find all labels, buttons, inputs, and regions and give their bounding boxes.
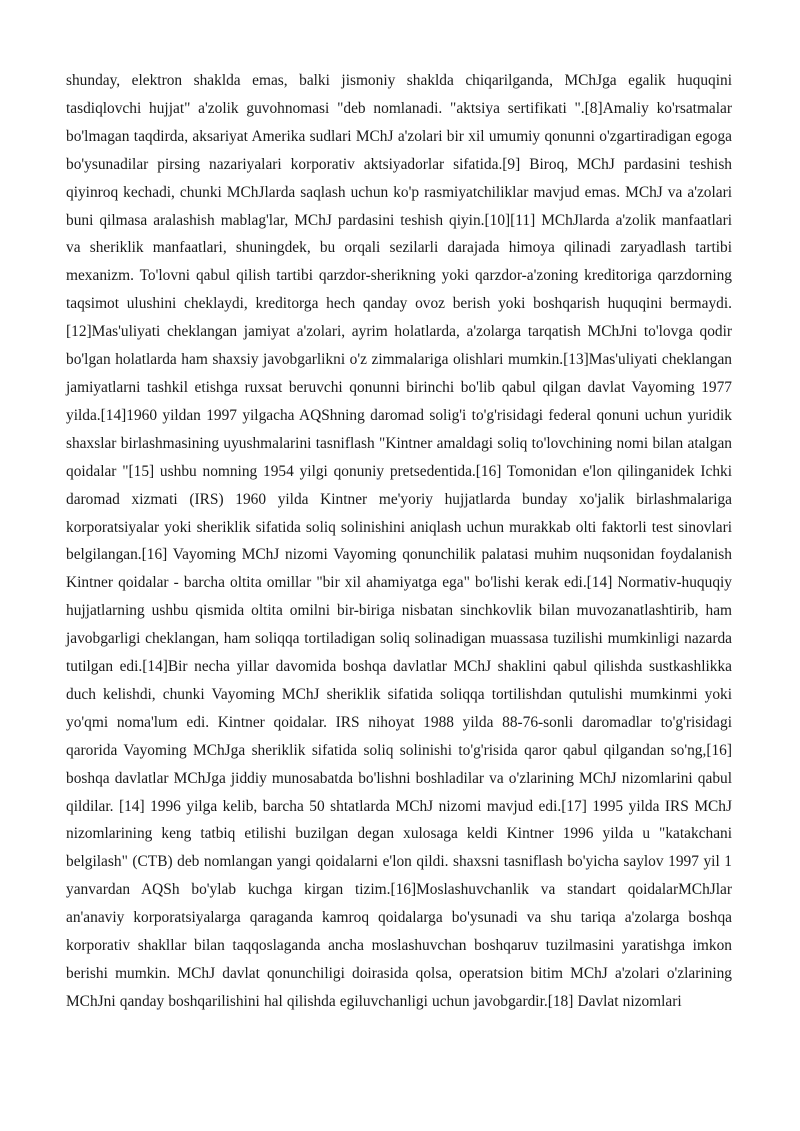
body-paragraph: shunday, elektron shaklda emas, balki jismoniy shaklda chiqarilganda, MChJga egalik huquqini tasdiqlovchi hujjat" a'zolik guvohnomasi "deb nomlanadi. "aktsiya sertifikati ".[8]Amaliy ko'rsatmalar bo'lmagan taqdirda, aksariyat Amerika sudlari MChJ a'zolari bir xil umumiy qonunni o'zgartiradigan egoga bo'ysunadilar pirsing nazariyalari korporativ aktsiyadorlar sifatida.[9] Biroq, MChJ pardasini teshish qiyinroq kechadi, chunki MChJlarda saqlash uchun ko'p rasmiyatchiliklar mavjud emas. MChJ va a'zolari buni qilmasa aralashish mablag'lar, MChJ pardasini teshish qiyin.[10][11] MChJlarda a'zolik manfaatlari va sheriklik manfaatlari, shuningdek, bu orqali sezilarli darajada himoya qilinadi zaryadlash tartibi mexanizm. To'lovni qabul qilish tartibi qarzdor-sherikning yoki qarzdor-a'zoning kreditoriga qarzdorning taqsimot ulushini cheklaydi, kreditorga hech qanday ovoz berish yoki boshqarish huquqini bermaydi.[12]Mas'uliyati cheklangan jamiyat a'zolari, ayrim holatlarda, a'zolarga tarqatish MChJni to'lovga qodir bo'lgan holatlarda ham shaxsiy javobgarlikni o'z zimmalariga olishlari mumkin.[13]Mas'uliyati cheklangan jamiyatlarni tashkil etishga ruxsat beruvchi qonunni birinchi bo'lib qabul qilgan davlat Vayoming 1977 yilda.[14]1960 yildan 1997 yilgacha AQShning daromad solig'i to'g'risidagi federal qonuni uchun yuridik shaxslar birlashmasining uyushmalarini tasniflash "Kintner amaldagi soliq to'lovchining nomi bilan atalgan qoidalar "[15] ushbu nomning 1954 yilgi qonuniy pretsedentida.[16] Tomonidan e'lon qilinganidek Ichki daromad xizmati (IRS) 1960 yilda Kintner me'yoriy hujjatlarda bunday xo'jalik birlashmalariga korporatsiyalar yoki sheriklik sifatida soliq solinishini aniqlash uchun murakkab olti faktorli test sinovlari belgilangan.[16] Vayoming MChJ nizomi Vayoming qonunchilik palatasi muhim nuqsonidan foydalanish Kintner qoidalar - barcha oltita omillar "bir xil ahamiyatga ega" bo'lishi kerak edi.[14] Normativ-huquqiy hujjatlarning ushbu qismida oltita omilni bir-biriga nisbatan sinchkovlik bilan muvozanatlashtirib, ham javobgarligi cheklangan, ham soliqqa tortiladigan soliq solinadigan muassasa tuzilishi mumkinligi nazarda tutilgan edi.[14]Bir necha yillar davomida boshqa davlatlar MChJ shaklini qabul qilishda sustkashlikka duch kelishdi, chunki Vayoming MChJ sheriklik sifatida soliqqa tortilishdan qutulishi mumkinmi yoki yo'qmi noma'lum edi. Kintner qoidalar. IRS nihoyat 1988 yilda 88-76-sonli daromadlar to'g'risidagi qarorida Vayoming MChJga sheriklik sifatida soliq solinishi to'g'risida qaror qabul qilgandan so'ng,[16] boshqa davlatlar MChJga jiddiy munosabatda bo'lishni boshladilar va o'zlarining MChJ nizomlarini qabul qildilar. [14] 1996 yilga kelib, barcha 50 shtatlarda MChJ nizomi mavjud edi.[17] 1995 yilda IRS MChJ nizomlarining keng tatbiq etilishi buzilgan degan xulosaga keldi Kintner 1996 yilda u "katakchani belgilash" (CTB) deb nomlangan yangi qoidalarni e'lon qildi. shaxsni tasniflash bo'yicha saylov 1997 yil 1 yanvardan AQSh bo'ylab kuchga kirgan tizim.[16]Moslashuvchanlik va standart qoidalarMChJlar an'anaviy korporatsiyalarga qaraganda kamroq qoidalarga bo'ysunadi va shu tariqa a'zolarga boshqa korporativ shakllar bilan taqqoslaganda ancha moslashuvchan boshqaruv tuzilmasini yaratishga imkon berishi mumkin. MChJ davlat qonunchiligi doirasida qolsa, operatsion bitim MChJ a'zolari o'zlarining MChJni qanday boshqarilishini hal qilishda egiluvchanligi uchun javobgardir.[18] Davlat nizomlari <box>66 72 732 1010</box>
document-page <box>66 67 732 1016</box>
